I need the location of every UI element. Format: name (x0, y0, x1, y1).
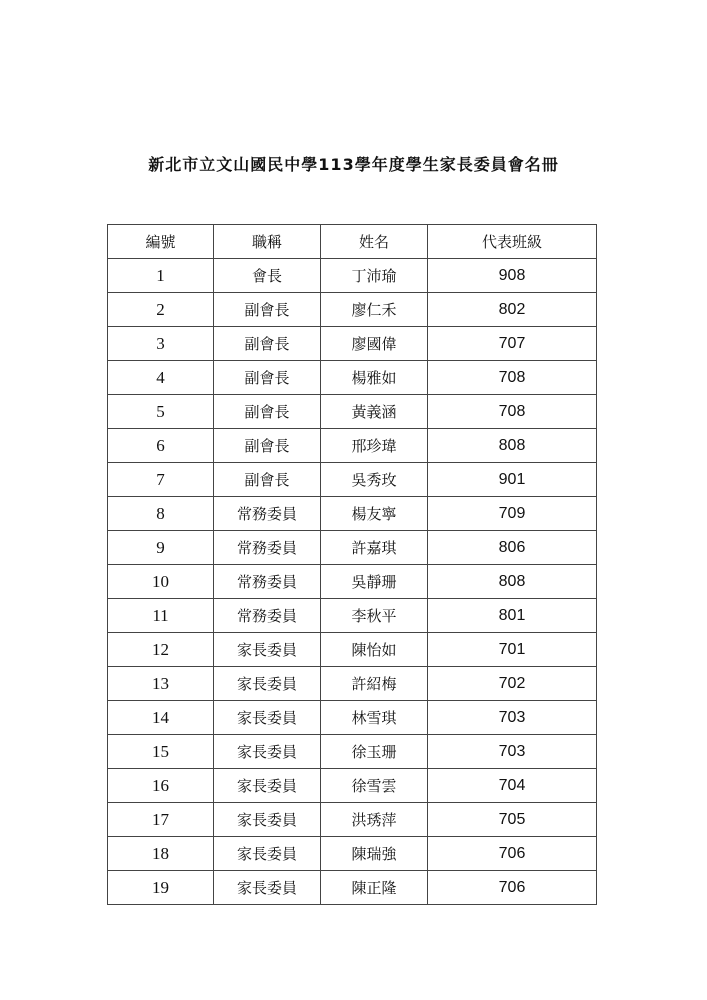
table-row (108, 429, 597, 463)
cell-number: 14 (108, 701, 214, 735)
cell-position: 副會長 (214, 463, 321, 497)
cell-number: 2 (108, 293, 214, 327)
cell-position: 家長委員 (214, 633, 321, 667)
table-row (108, 361, 597, 395)
cell-class: 701 (428, 633, 597, 667)
cell-position: 常務委員 (214, 497, 321, 531)
table-body (108, 259, 597, 905)
table-row (108, 259, 597, 293)
cell-number: 18 (108, 837, 214, 871)
committee-roster-table (107, 224, 597, 905)
cell-position: 家長委員 (214, 769, 321, 803)
cell-class: 708 (428, 361, 597, 395)
cell-name: 楊友寧 (321, 497, 428, 531)
cell-name: 洪琇萍 (321, 803, 428, 837)
cell-name: 陳怡如 (321, 633, 428, 667)
cell-position: 家長委員 (214, 837, 321, 871)
table-row (108, 701, 597, 735)
cell-class: 808 (428, 565, 597, 599)
page-title: 新北市立文山國民中學113學年度學生家長委員會名冊 (148, 154, 559, 174)
cell-name: 徐玉珊 (321, 735, 428, 769)
table-row (108, 327, 597, 361)
cell-number: 19 (108, 871, 214, 905)
table-row (108, 497, 597, 531)
table-row (108, 531, 597, 565)
cell-class: 802 (428, 293, 597, 327)
table-row (108, 667, 597, 701)
table-row (108, 633, 597, 667)
cell-class: 703 (428, 735, 597, 769)
cell-position: 家長委員 (214, 701, 321, 735)
header-name: 姓名 (321, 225, 428, 259)
cell-class: 707 (428, 327, 597, 361)
cell-number: 15 (108, 735, 214, 769)
cell-number: 9 (108, 531, 214, 565)
table-row (108, 837, 597, 871)
cell-name: 黃義涵 (321, 395, 428, 429)
cell-position: 常務委員 (214, 531, 321, 565)
cell-name: 吳靜珊 (321, 565, 428, 599)
cell-name: 廖仁禾 (321, 293, 428, 327)
cell-name: 許嘉琪 (321, 531, 428, 565)
cell-position: 家長委員 (214, 803, 321, 837)
header-number: 編號 (108, 225, 214, 259)
cell-class: 706 (428, 871, 597, 905)
cell-name: 丁沛瑜 (321, 259, 428, 293)
cell-position: 家長委員 (214, 735, 321, 769)
table-row (108, 565, 597, 599)
cell-name: 楊雅如 (321, 361, 428, 395)
cell-number: 4 (108, 361, 214, 395)
cell-class: 703 (428, 701, 597, 735)
header-class: 代表班級 (428, 225, 597, 259)
cell-class: 708 (428, 395, 597, 429)
cell-class: 709 (428, 497, 597, 531)
cell-number: 3 (108, 327, 214, 361)
cell-number: 10 (108, 565, 214, 599)
cell-name: 林雪琪 (321, 701, 428, 735)
cell-number: 8 (108, 497, 214, 531)
cell-class: 808 (428, 429, 597, 463)
cell-number: 6 (108, 429, 214, 463)
cell-class: 901 (428, 463, 597, 497)
cell-position: 副會長 (214, 327, 321, 361)
table-row (108, 871, 597, 905)
cell-number: 16 (108, 769, 214, 803)
table-header-row (108, 225, 597, 259)
cell-number: 11 (108, 599, 214, 633)
table-row (108, 769, 597, 803)
cell-position: 常務委員 (214, 599, 321, 633)
table-row (108, 293, 597, 327)
cell-position: 會長 (214, 259, 321, 293)
cell-class: 702 (428, 667, 597, 701)
cell-number: 7 (108, 463, 214, 497)
cell-number: 5 (108, 395, 214, 429)
cell-name: 廖國偉 (321, 327, 428, 361)
cell-position: 家長委員 (214, 871, 321, 905)
table-row (108, 599, 597, 633)
header-position: 職稱 (214, 225, 321, 259)
cell-class: 706 (428, 837, 597, 871)
cell-position: 副會長 (214, 395, 321, 429)
cell-position: 副會長 (214, 429, 321, 463)
cell-number: 17 (108, 803, 214, 837)
table-row (108, 803, 597, 837)
cell-position: 副會長 (214, 293, 321, 327)
table-row (108, 735, 597, 769)
table-header (108, 225, 597, 259)
cell-name: 吳秀玫 (321, 463, 428, 497)
cell-position: 副會長 (214, 361, 321, 395)
cell-number: 13 (108, 667, 214, 701)
cell-class: 908 (428, 259, 597, 293)
cell-number: 12 (108, 633, 214, 667)
cell-number: 1 (108, 259, 214, 293)
cell-position: 家長委員 (214, 667, 321, 701)
cell-class: 704 (428, 769, 597, 803)
cell-class: 801 (428, 599, 597, 633)
cell-name: 許紹梅 (321, 667, 428, 701)
cell-class: 806 (428, 531, 597, 565)
cell-name: 陳正隆 (321, 871, 428, 905)
table-row (108, 463, 597, 497)
cell-name: 徐雪雲 (321, 769, 428, 803)
cell-class: 705 (428, 803, 597, 837)
cell-name: 李秋平 (321, 599, 428, 633)
cell-name: 邢珍瑋 (321, 429, 428, 463)
cell-position: 常務委員 (214, 565, 321, 599)
table-row (108, 395, 597, 429)
cell-name: 陳瑞強 (321, 837, 428, 871)
